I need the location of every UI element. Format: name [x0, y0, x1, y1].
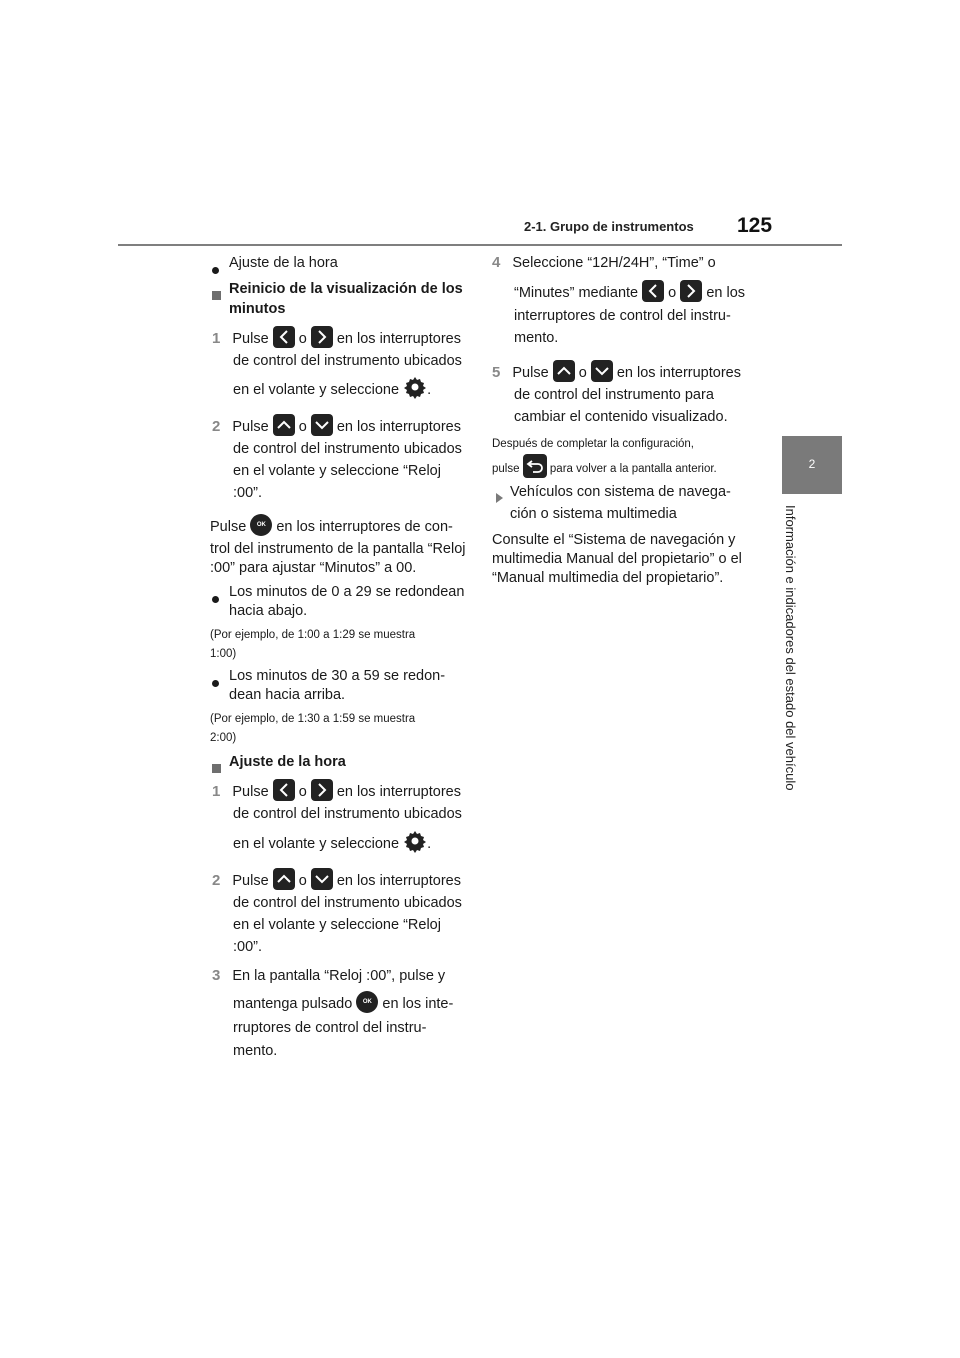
step-text-arrows: “Minutes” mediante o en los [514, 282, 745, 304]
bullet-dot [212, 672, 219, 694]
bullet-text: Ajuste de la hora [229, 255, 338, 271]
bullet-dot [212, 259, 219, 281]
note-text: Después de completar la configuración, [492, 438, 695, 450]
paragraph-text: Consulte el “Sistema de navegación y [492, 532, 736, 548]
bullet-text: Los minutos de 0 a 29 se redondean [229, 584, 465, 600]
bullet-text: ción o sistema multimedia [510, 506, 677, 522]
step-5: 5 Pulse o en los interruptores [492, 362, 741, 384]
chevron-left-icon [273, 326, 295, 348]
step-text: :00”. [233, 939, 263, 955]
step-text: de control del instrumento ubicados [233, 353, 462, 369]
step-text-gear: en el volante y seleccione . [233, 378, 431, 402]
step-text: :00”. [233, 485, 263, 501]
step-text-gear: en el volante y seleccione . [233, 832, 431, 856]
paragraph-text: “Manual multimedia del propietario”. [492, 570, 724, 586]
chapter-number: 2 [808, 457, 816, 471]
step-text: mento. [233, 1043, 278, 1059]
chevron-right-icon [680, 280, 702, 302]
step-text: de control del instrumento ubicados [233, 895, 462, 911]
step-2b: 2 Pulse o en los interruptores [212, 870, 461, 892]
chevron-up-icon [553, 360, 575, 382]
note-text: (Por ejemplo, de 1:00 a 1:29 se muestra [210, 629, 416, 641]
chevron-down-icon [311, 414, 333, 436]
step-number: 1 [212, 330, 221, 347]
section-title: 2-1. Grupo de instrumentos [524, 219, 694, 234]
step-text: de control del instrumento para [514, 387, 714, 403]
note-text-back: pulse para volver a la pantalla anterior. [492, 457, 717, 481]
note-text: 2:00) [210, 732, 237, 744]
step-text: interruptores de control del instru- [514, 308, 731, 324]
bullet-text: dean hacia arriba. [229, 687, 346, 703]
chevron-down-icon [311, 868, 333, 890]
step-3: 3 En la pantalla “Reloj :00”, pulse y [212, 967, 446, 984]
paragraph-text: trol del instrumento de la pantalla “Reloj [210, 541, 466, 557]
step-text-ok: mantenga pulsado OK en los inte- [233, 993, 453, 1015]
chevron-up-icon [273, 414, 295, 436]
step-text: en los interruptores [336, 331, 461, 347]
heading-square [212, 758, 221, 780]
paragraph-ok: Pulse OK en los interruptores de con- [210, 516, 453, 538]
bullet-text: hacia abajo. [229, 603, 308, 619]
step-number: 2 [212, 418, 221, 435]
section-heading: Reinicio de la visualización de los [229, 281, 463, 297]
step-text: mento. [514, 330, 559, 346]
ok-button-icon: OK [356, 991, 378, 1013]
section-heading: Ajuste de la hora [229, 754, 346, 770]
step-text: en el volante y seleccione “Reloj [233, 463, 441, 479]
arrow-bullet [496, 488, 503, 510]
paragraph-text: multimedia Manual del propietario” o el [492, 551, 742, 567]
step-text: de control del instrumento ubicados [233, 441, 462, 457]
chevron-down-icon [591, 360, 613, 382]
chevron-right-icon [311, 326, 333, 348]
step-1 [212, 328, 461, 350]
chevron-left-icon [642, 280, 664, 302]
paragraph-text: :00” para ajustar “Minutos” a 00. [210, 560, 417, 576]
step-text: de control del instrumento ubicados [233, 806, 462, 822]
back-icon [523, 454, 547, 478]
chapter-title: Información e indicadores del estado del vehículo [783, 505, 798, 791]
chevron-left-icon [273, 779, 295, 801]
step-2: 2 Pulse o en los interruptores [212, 416, 461, 438]
gear-icon [403, 829, 427, 853]
note-text: (Por ejemplo, de 1:30 a 1:59 se muestra [210, 713, 416, 725]
page-number: 125 [737, 214, 773, 237]
step-text: en el volante y seleccione “Reloj [233, 917, 441, 933]
bullet-dot [212, 588, 219, 610]
bullet-text: Los minutos de 30 a 59 se redon- [229, 668, 446, 684]
step-4: 4 Seleccione “12H/24H”, “Time” o [492, 254, 716, 271]
note-text: 1:00) [210, 648, 237, 660]
step-text: cambiar el contenido visualizado. [514, 409, 728, 425]
header-divider [118, 244, 842, 246]
step-text: rruptores de control del instru- [233, 1020, 427, 1036]
section-heading-cont: minutos [229, 301, 286, 317]
chevron-up-icon [273, 868, 295, 890]
chevron-right-icon [311, 779, 333, 801]
step-text: o [298, 331, 307, 347]
heading-square [212, 285, 221, 307]
ok-button-icon: OK [250, 514, 272, 536]
bullet-text: Vehículos con sistema de navega- [510, 484, 731, 500]
step-1b: 1 Pulse o en los interruptores [212, 781, 461, 803]
gear-icon [403, 375, 427, 399]
step-text: Pulse [232, 331, 269, 347]
